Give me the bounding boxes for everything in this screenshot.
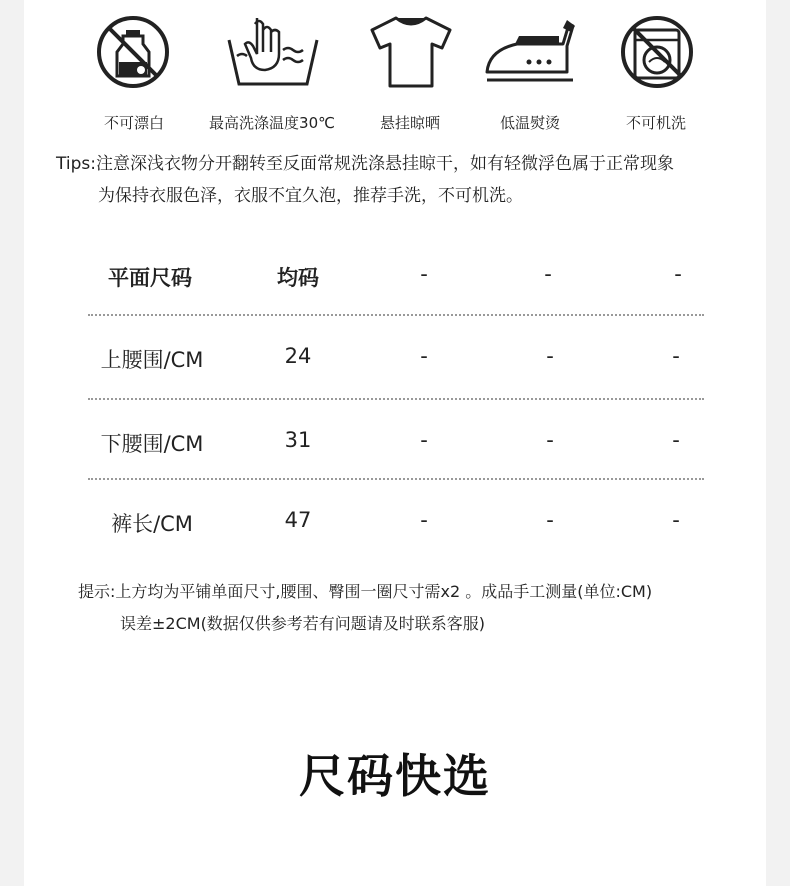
measurement-note bbox=[78, 576, 652, 640]
size-table-header bbox=[0, 262, 790, 302]
table-row bbox=[0, 428, 790, 468]
table-row bbox=[0, 344, 790, 384]
table-divider bbox=[88, 314, 704, 316]
section-title: 尺码快选 bbox=[299, 749, 491, 803]
row-value: 47 bbox=[284, 508, 312, 532]
care-tips-line-1: Tips:注意深浅衣物分开翻转至反面常规洗涤悬挂晾干，如有轻微浮色属于正常现象 bbox=[56, 154, 674, 174]
row-value: - bbox=[546, 508, 554, 532]
low-iron-icon bbox=[466, 10, 596, 90]
row-label: 上腰围/CM bbox=[100, 348, 204, 372]
care-label-hand-wash: 最高洗涤温度30℃ bbox=[209, 114, 335, 132]
care-tips-line-2: 为保持衣服色泽，衣服不宜久泡，推荐手洗，不可机洗。 bbox=[98, 186, 523, 206]
care-label-no-machine-wash: 不可机洗 bbox=[625, 114, 686, 132]
header-size-empty: - bbox=[674, 262, 682, 286]
table-divider bbox=[88, 478, 704, 480]
row-value: - bbox=[420, 428, 428, 452]
care-label-no-bleach: 不可漂白 bbox=[103, 114, 164, 132]
hand-wash-30-icon bbox=[208, 10, 338, 90]
row-value: - bbox=[420, 508, 428, 532]
no-machine-wash-icon bbox=[592, 10, 722, 90]
care-label-low-iron: 低温熨烫 bbox=[499, 114, 560, 132]
no-bleach-icon bbox=[68, 10, 198, 90]
table-divider bbox=[88, 398, 704, 400]
care-instructions bbox=[0, 0, 790, 140]
header-label: 平面尺码 bbox=[108, 266, 192, 290]
row-value: 31 bbox=[284, 428, 312, 452]
row-value: - bbox=[420, 344, 428, 368]
measurement-note-line-1: 提示:上方均为平铺单面尺寸,腰围、臀围一圈尺寸需x2 。成品手工测量(单位:CM) bbox=[78, 582, 653, 601]
care-label-hang-dry: 悬挂晾晒 bbox=[379, 114, 440, 132]
header-size-empty: - bbox=[544, 262, 552, 286]
row-value: - bbox=[672, 344, 680, 368]
row-label: 裤长/CM bbox=[111, 512, 193, 536]
table-row bbox=[0, 508, 790, 548]
row-value: 24 bbox=[284, 344, 312, 368]
care-tips bbox=[56, 148, 756, 212]
row-value: - bbox=[546, 428, 554, 452]
measurement-note-line-2: 误差±2CM(数据仅供参考若有问题请及时联系客服) bbox=[120, 614, 486, 633]
row-value: - bbox=[672, 428, 680, 452]
hang-dry-icon bbox=[346, 10, 476, 90]
header-size-empty: - bbox=[420, 262, 428, 286]
header-size-one: 均码 bbox=[277, 266, 319, 290]
row-value: - bbox=[546, 344, 554, 368]
row-label: 下腰围/CM bbox=[100, 432, 204, 456]
row-value: - bbox=[672, 508, 680, 532]
